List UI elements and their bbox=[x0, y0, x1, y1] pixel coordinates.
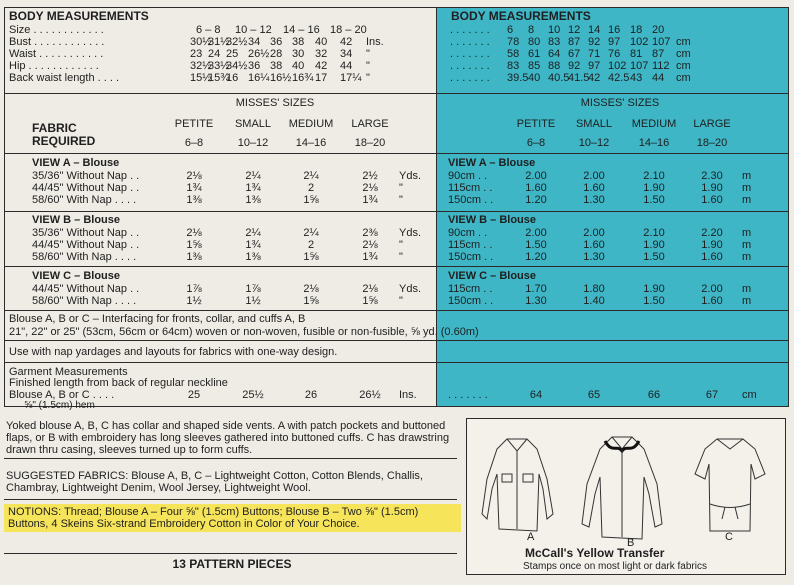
views-illustration bbox=[466, 418, 786, 575]
unit-label: cm bbox=[676, 48, 691, 60]
body-cell: 16¼ bbox=[248, 72, 270, 84]
fabric-width-label-metric: 115cm . . bbox=[448, 182, 493, 194]
transfer-subtitle: Stamps once on most light or dark fabrics bbox=[523, 561, 707, 572]
body-cell: 17¼ bbox=[340, 72, 362, 84]
garment-cell-metric: 66 bbox=[647, 389, 661, 401]
garment-cell: 26 bbox=[304, 389, 318, 401]
unit-label: " bbox=[366, 48, 370, 60]
view-title: VIEW C – Blouse bbox=[32, 270, 121, 282]
body-cell: 32½ bbox=[190, 60, 212, 72]
yardage-cell: 1⅝ bbox=[303, 295, 319, 307]
yardage-cell: 2 bbox=[307, 239, 315, 251]
yardage-cell: 2¼ bbox=[245, 170, 261, 182]
yardage-cell: 2¼ bbox=[245, 227, 261, 239]
yardage-cell: 2½ bbox=[362, 170, 378, 182]
interfacing-line-2: 21", 22" or 25" (53cm, 56cm or 64cm) woven or non-woven, fusible or non-fusible, ⅝ yd. (0.60m) bbox=[9, 326, 479, 338]
yardage-cell: 2⅛ bbox=[362, 283, 378, 295]
leader-dots: . . . . . . . bbox=[450, 24, 490, 36]
fabric-width-label: 44/45" Without Nap . . bbox=[32, 182, 140, 194]
view-title-metric: VIEW C – Blouse bbox=[448, 270, 537, 282]
body-cell-metric: 102 bbox=[630, 36, 649, 48]
body-cell-metric: 76 bbox=[608, 48, 621, 60]
yardage-cell: 1⅜ bbox=[245, 251, 261, 263]
size-range-metric: 14–16 bbox=[638, 137, 670, 149]
body-cell: 33½ bbox=[208, 60, 230, 72]
meterage-cell: 2.00 bbox=[583, 227, 605, 239]
meterage-cell: 1.50 bbox=[643, 251, 665, 263]
body-cell-metric: 18 bbox=[630, 24, 643, 36]
yardage-cell: 1¾ bbox=[362, 194, 378, 206]
required-heading: REQUIRED bbox=[32, 134, 96, 148]
divider bbox=[4, 553, 457, 554]
body-cell: 40 bbox=[292, 60, 305, 72]
body-cell-metric: 16 bbox=[608, 24, 621, 36]
body-cell: 31½ bbox=[208, 36, 230, 48]
body-cell-metric: 92 bbox=[568, 60, 581, 72]
body-cell: 6 – 8 bbox=[196, 24, 221, 36]
unit-label: Yds. bbox=[399, 283, 422, 295]
meterage-cell: 1.30 bbox=[583, 194, 605, 206]
unit-label: " bbox=[399, 251, 403, 263]
yardage-cell: 1¾ bbox=[362, 251, 378, 263]
view-letter-b: B bbox=[627, 537, 635, 549]
interfacing-line-1: Blouse A, B or C – Interfacing for fronts, collar, and cuffs A, B bbox=[9, 313, 306, 325]
size-name: MEDIUM bbox=[288, 118, 334, 130]
unit-label: m bbox=[742, 182, 752, 194]
body-cell-metric: 14 bbox=[588, 24, 601, 36]
body-cell-metric: 83 bbox=[507, 60, 520, 72]
yardage-cell: 1¾ bbox=[186, 182, 202, 194]
garment-label: Blouse A, B or C . . . . bbox=[9, 389, 115, 401]
unit-label: Ins. bbox=[399, 389, 417, 401]
divider bbox=[4, 93, 789, 94]
yardage-cell: 1½ bbox=[245, 295, 261, 307]
meterage-cell: 1.90 bbox=[643, 283, 665, 295]
body-cell-metric: 88 bbox=[548, 60, 561, 72]
body-cell-metric: 8 bbox=[528, 24, 535, 36]
body-cell: 18 – 20 bbox=[330, 24, 367, 36]
meterage-cell: 2.00 bbox=[525, 227, 547, 239]
yardage-cell: 2¼ bbox=[303, 170, 319, 182]
body-cell-metric: 83 bbox=[548, 36, 561, 48]
body-cell-metric: 107 bbox=[652, 36, 671, 48]
unit-label: cm bbox=[676, 36, 691, 48]
yardage-cell: 1⅞ bbox=[245, 283, 261, 295]
meterage-cell: 2.30 bbox=[701, 170, 723, 182]
yardage-cell: 2⅜ bbox=[362, 227, 378, 239]
unit-label: Ins. bbox=[366, 36, 384, 48]
fabric-width-label-metric: 115cm . . bbox=[448, 283, 493, 295]
fabric-width-label-metric: 115cm . . bbox=[448, 239, 493, 251]
unit-label: cm bbox=[742, 389, 757, 401]
body-cell-metric: 10 bbox=[548, 24, 561, 36]
meterage-cell: 1.30 bbox=[583, 251, 605, 263]
fabric-width-label: 44/45" Without Nap . . bbox=[32, 239, 140, 251]
meterage-cell: 1.60 bbox=[701, 295, 723, 307]
body-cell-metric: 78 bbox=[507, 36, 520, 48]
meterage-cell: 1.50 bbox=[643, 194, 665, 206]
unit-label: " bbox=[399, 194, 403, 206]
unit-label: m bbox=[742, 170, 752, 182]
garment-hem: ⅝" (1.5cm) hem bbox=[24, 400, 95, 411]
divider bbox=[4, 266, 789, 267]
meterage-cell: 2.00 bbox=[583, 170, 605, 182]
meterage-cell: 2.10 bbox=[643, 227, 665, 239]
divider bbox=[4, 499, 457, 500]
divider bbox=[4, 310, 789, 311]
body-cell-metric: 85 bbox=[528, 60, 541, 72]
body-cell: 40 bbox=[315, 36, 328, 48]
meterage-cell: 1.20 bbox=[525, 251, 547, 263]
meterage-cell: 1.60 bbox=[701, 194, 723, 206]
meterage-cell: 1.90 bbox=[701, 239, 723, 251]
fabric-width-label-metric: 150cm . . bbox=[448, 251, 494, 263]
meterage-cell: 2.00 bbox=[701, 283, 723, 295]
fabric-width-label: 58/60" With Nap . . . . bbox=[32, 194, 137, 206]
divider bbox=[4, 340, 789, 341]
unit-label: " bbox=[399, 295, 403, 307]
size-name-metric: PETITE bbox=[516, 118, 556, 130]
fabric-width-label-metric: 150cm . . bbox=[448, 194, 494, 206]
size-range-metric: 10–12 bbox=[578, 137, 610, 149]
body-row-label: Hip . . . . . . . . . . . . bbox=[9, 60, 99, 72]
view-letter-a: A bbox=[527, 531, 535, 543]
body-cell-metric: 64 bbox=[548, 48, 561, 60]
unit-label: Yds. bbox=[399, 170, 422, 182]
body-cell-metric: 97 bbox=[588, 60, 601, 72]
body-cell: 24 bbox=[208, 48, 221, 60]
body-cell-metric: 61 bbox=[528, 48, 541, 60]
body-cell-metric: 12 bbox=[568, 24, 581, 36]
unit-label: m bbox=[742, 194, 752, 206]
unit-label: m bbox=[742, 251, 752, 263]
body-cell-metric: 107 bbox=[630, 60, 649, 72]
divider bbox=[4, 362, 789, 363]
suggested-fabrics: SUGGESTED FABRICS: Blouse A, B, C – Lightweight Cotton, Cotton Blends, Challis, Chambray, Lightweight Denim, Wool Jersey, Lightweight Wool. bbox=[6, 470, 423, 494]
body-cell-metric: 20 bbox=[652, 24, 665, 36]
size-name: LARGE bbox=[351, 118, 389, 130]
body-cell: 26½ bbox=[248, 48, 270, 60]
body-cell: 10 – 12 bbox=[235, 24, 272, 36]
body-row-label: Back waist length . . . . bbox=[9, 72, 120, 84]
fabric-width-label-metric: 90cm . . bbox=[448, 227, 488, 239]
meterage-cell: 1.90 bbox=[643, 182, 665, 194]
body-cell: 34½ bbox=[226, 60, 248, 72]
fabric-width-label-metric: 90cm . . bbox=[448, 170, 488, 182]
body-cell-metric: 43 bbox=[630, 72, 643, 84]
yardage-cell: 1⅝ bbox=[303, 194, 319, 206]
body-cell-metric: 58 bbox=[507, 48, 520, 60]
garment-title: Garment Measurements bbox=[9, 366, 128, 378]
body-cell: 23 bbox=[190, 48, 203, 60]
unit-label: m bbox=[742, 239, 752, 251]
meterage-cell: 2.20 bbox=[701, 227, 723, 239]
body-measurements-title-metric: BODY MEASUREMENTS bbox=[451, 9, 591, 23]
body-cell-metric: 67 bbox=[568, 48, 581, 60]
garment-cell: 25½ bbox=[242, 389, 264, 401]
garment-cell: 25 bbox=[187, 389, 201, 401]
fabric-width-label-metric: 150cm . . bbox=[448, 295, 494, 307]
body-cell: 44 bbox=[340, 60, 353, 72]
body-cell-metric: 102 bbox=[608, 60, 627, 72]
body-row-label: Bust . . . . . . . . . . . . bbox=[9, 36, 105, 48]
garment-cell: 26½ bbox=[359, 389, 381, 401]
misses-sizes-heading: MISSES' SIZES bbox=[235, 97, 315, 109]
yardage-cell: 2⅛ bbox=[362, 182, 378, 194]
body-cell: 17 bbox=[315, 72, 328, 84]
body-cell: 38 bbox=[292, 36, 305, 48]
yardage-cell: 1¾ bbox=[245, 239, 261, 251]
yardage-cell: 2¼ bbox=[303, 227, 319, 239]
view-title-metric: VIEW B – Blouse bbox=[448, 214, 537, 226]
unit-label: " bbox=[366, 72, 370, 84]
yardage-cell: 2⅛ bbox=[303, 283, 319, 295]
body-cell: 16 bbox=[226, 72, 239, 84]
view-letter-c: C bbox=[725, 531, 733, 543]
body-cell-metric: 40.5 bbox=[548, 72, 570, 84]
body-cell-metric: 92 bbox=[588, 36, 601, 48]
unit-label: " bbox=[399, 239, 403, 251]
unit-label: cm bbox=[676, 60, 691, 72]
meterage-cell: 1.30 bbox=[525, 295, 547, 307]
divider bbox=[436, 7, 437, 407]
leader-dots: . . . . . . . bbox=[450, 60, 490, 72]
yardage-cell: 2 bbox=[307, 182, 315, 194]
yardage-cell: 1⅝ bbox=[303, 251, 319, 263]
unit-label: m bbox=[742, 295, 752, 307]
body-cell-metric: 87 bbox=[568, 36, 581, 48]
body-cell: 36 bbox=[248, 60, 261, 72]
yardage-cell: 1⅝ bbox=[362, 295, 378, 307]
size-range: 6–8 bbox=[184, 137, 204, 149]
meterage-cell: 1.60 bbox=[701, 251, 723, 263]
body-cell-metric: 41.5 bbox=[568, 72, 590, 84]
size-range: 18–20 bbox=[354, 137, 386, 149]
body-cell-metric: 42 bbox=[588, 72, 601, 84]
yardage-cell: 1⅞ bbox=[186, 283, 202, 295]
meterage-cell: 1.80 bbox=[583, 283, 605, 295]
size-range: 10–12 bbox=[237, 137, 269, 149]
yardage-cell: 2⅛ bbox=[186, 170, 202, 182]
body-cell: 42 bbox=[315, 60, 328, 72]
body-row-label: Waist . . . . . . . . . . . bbox=[9, 48, 104, 60]
unit-label: Yds. bbox=[399, 227, 422, 239]
meterage-cell: 1.60 bbox=[525, 182, 547, 194]
meterage-cell: 1.40 bbox=[583, 295, 605, 307]
unit-label: m bbox=[742, 227, 752, 239]
view-title-metric: VIEW A – Blouse bbox=[448, 157, 536, 169]
unit-label: cm bbox=[676, 72, 691, 84]
yardage-cell: 1½ bbox=[186, 295, 202, 307]
fabric-width-label: 58/60" With Nap . . . . bbox=[32, 295, 137, 307]
garment-cell-metric: 64 bbox=[529, 389, 543, 401]
unit-label: " bbox=[399, 182, 403, 194]
body-cell-metric: 97 bbox=[608, 36, 621, 48]
misses-sizes-heading-metric: MISSES' SIZES bbox=[580, 97, 660, 109]
fabric-width-label: 58/60" With Nap . . . . bbox=[32, 251, 137, 263]
view-title: VIEW A – Blouse bbox=[32, 157, 120, 169]
size-name-metric: LARGE bbox=[693, 118, 731, 130]
size-name-metric: MEDIUM bbox=[631, 118, 677, 130]
leader-dots: . . . . . . . bbox=[450, 48, 490, 60]
meterage-cell: 2.10 bbox=[643, 170, 665, 182]
body-cell-metric: 80 bbox=[528, 36, 541, 48]
yardage-cell: 1⅝ bbox=[186, 239, 202, 251]
divider bbox=[4, 211, 789, 212]
garment-cell-metric: 65 bbox=[587, 389, 601, 401]
body-cell: 34 bbox=[340, 48, 353, 60]
garment-dots: . . . . . . . bbox=[448, 389, 488, 401]
garment-line: Finished length from back of regular neckline bbox=[9, 377, 228, 389]
size-name-metric: SMALL bbox=[575, 118, 613, 130]
garment-cell-metric: 67 bbox=[705, 389, 719, 401]
fabric-heading: FABRIC bbox=[32, 121, 77, 135]
body-cell: 30½ bbox=[190, 36, 212, 48]
transfer-title: McCall's Yellow Transfer bbox=[525, 546, 665, 560]
divider bbox=[4, 458, 457, 459]
body-cell: 36 bbox=[270, 36, 283, 48]
body-cell-metric: 39.5 bbox=[507, 72, 529, 84]
fabric-width-label: 35/36" Without Nap . . bbox=[32, 170, 140, 182]
unit-label: " bbox=[366, 60, 370, 72]
body-cell: 32½ bbox=[226, 36, 248, 48]
size-range: 14–16 bbox=[295, 137, 327, 149]
body-cell: 25 bbox=[226, 48, 239, 60]
body-cell-metric: 112 bbox=[652, 60, 670, 72]
unit-label: m bbox=[742, 283, 752, 295]
size-range-metric: 18–20 bbox=[696, 137, 728, 149]
meterage-cell: 1.20 bbox=[525, 194, 547, 206]
body-cell-metric: 42.5 bbox=[608, 72, 630, 84]
notions-text: NOTIONS: Thread; Blouse A – Four ⅝" (1.5cm) Buttons; Blouse B – Two ⅝" (1.5cm) Buttons, 4 Skeins Six-strand Embroidery Cotton in Color of Your Choice. bbox=[4, 504, 461, 532]
meterage-cell: 2.00 bbox=[525, 170, 547, 182]
body-cell: 16½ bbox=[270, 72, 292, 84]
yardage-cell: 1⅜ bbox=[245, 194, 261, 206]
body-cell: 34 bbox=[248, 36, 261, 48]
yardage-cell: 1⅜ bbox=[186, 194, 202, 206]
body-cell: 38 bbox=[270, 60, 283, 72]
body-cell: 30 bbox=[292, 48, 305, 60]
divider bbox=[4, 153, 789, 154]
size-name: PETITE bbox=[174, 118, 214, 130]
meterage-cell: 1.50 bbox=[643, 295, 665, 307]
body-cell: 15½ bbox=[190, 72, 212, 84]
yardage-cell: 1¾ bbox=[245, 182, 261, 194]
meterage-cell: 1.90 bbox=[701, 182, 723, 194]
view-title: VIEW B – Blouse bbox=[32, 214, 121, 226]
body-measurements-title: BODY MEASUREMENTS bbox=[9, 9, 149, 23]
body-cell-metric: 44 bbox=[652, 72, 665, 84]
body-cell: 32 bbox=[315, 48, 328, 60]
leader-dots: . . . . . . . bbox=[450, 72, 490, 84]
pattern-pieces: 13 PATTERN PIECES bbox=[172, 557, 292, 571]
yardage-cell: 2⅛ bbox=[186, 227, 202, 239]
body-cell: 16¾ bbox=[292, 72, 314, 84]
body-cell: 14 – 16 bbox=[283, 24, 320, 36]
leader-dots: . . . . . . . bbox=[450, 36, 490, 48]
description-text: Yoked blouse A, B, C has collar and shaped side vents. A with patch pockets and buttoned flaps, or B with embroidery has long sleeves gathered into buttoned cuffs. C has drawstring drawn thru casing, sleeves turned up to form cuffs. bbox=[6, 420, 450, 456]
body-cell-metric: 81 bbox=[630, 48, 643, 60]
body-row-label: Size . . . . . . . . . . . . bbox=[9, 24, 104, 36]
body-cell-metric: 40 bbox=[528, 72, 541, 84]
body-cell: 15¾ bbox=[208, 72, 230, 84]
meterage-cell: 1.50 bbox=[525, 239, 547, 251]
fabric-width-label: 35/36" Without Nap . . bbox=[32, 227, 140, 239]
yardage-cell: 1⅜ bbox=[186, 251, 202, 263]
body-cell-metric: 71 bbox=[588, 48, 601, 60]
meterage-cell: 1.60 bbox=[583, 239, 605, 251]
body-cell-metric: 87 bbox=[652, 48, 665, 60]
meterage-cell: 1.90 bbox=[643, 239, 665, 251]
size-range-metric: 6–8 bbox=[526, 137, 546, 149]
nap-note: Use with nap yardages and layouts for fabrics with one-way design. bbox=[9, 346, 338, 358]
meterage-cell: 1.70 bbox=[525, 283, 547, 295]
body-cell: 42 bbox=[340, 36, 353, 48]
fabric-width-label: 44/45" Without Nap . . bbox=[32, 283, 140, 295]
meterage-cell: 1.60 bbox=[583, 182, 605, 194]
body-cell: 28 bbox=[270, 48, 283, 60]
yardage-cell: 2⅛ bbox=[362, 239, 378, 251]
body-cell-metric: 6 bbox=[507, 24, 514, 36]
size-name: SMALL bbox=[234, 118, 272, 130]
